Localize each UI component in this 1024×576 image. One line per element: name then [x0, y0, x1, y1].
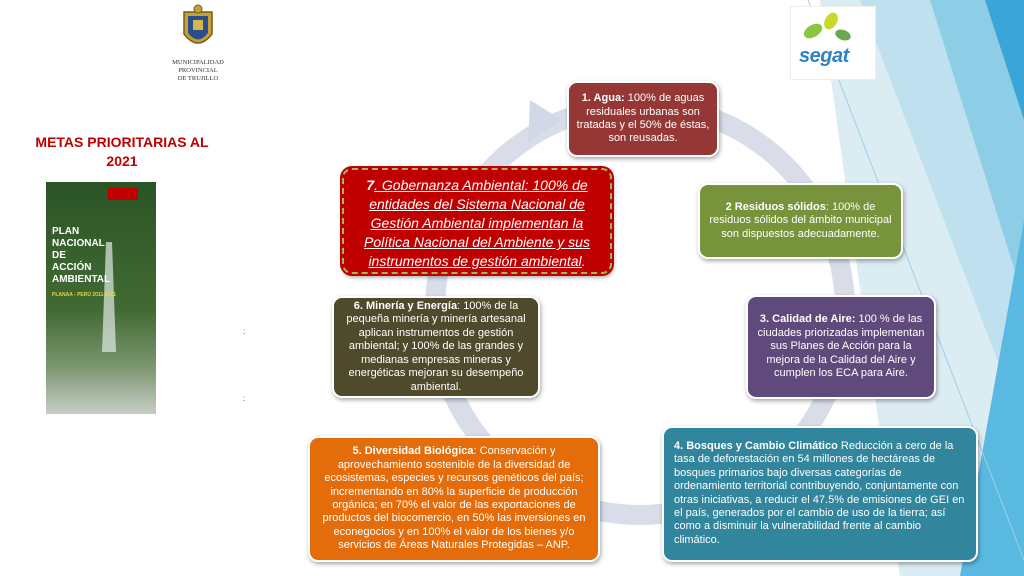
book-title-line5: AMBIENTAL: [52, 274, 111, 285]
stray-colon-2: :: [243, 394, 246, 403]
goal-air-quality-box: 3. Calidad de Aire: 100 % de las ciudades priorizadas implementan sus Planes de Acción para la mejora de la Calidad del Aire y cumplen los ECA para Aire.: [746, 295, 936, 399]
page-title: METAS PRIORITARIAS AL 2021: [35, 134, 209, 169]
goal-water-box: 1. Agua: 100% de aguas residuales urbanas son tratadas y el 50% de éstas, son reusadas.: [567, 81, 719, 157]
book-title-line4: ACCIÓN: [52, 262, 92, 273]
coat-of-arms-icon: [178, 4, 218, 54]
municipality-name: MUNICIPALIDAD PROVINCIAL DE TRUJILLO: [172, 59, 224, 82]
book-title-line3: DE: [52, 250, 66, 261]
book-title-line2: NACIONAL: [52, 238, 105, 249]
leaf-icon: [791, 7, 875, 47]
segat-wordmark: segat: [799, 45, 849, 67]
municipality-logo: [168, 4, 228, 84]
stray-colon-1: :: [243, 327, 246, 336]
goal-governance-box: 7. Gobernanza Ambiental: 100% de entidades del Sistema Nacional de Gestión Ambiental implementan la Política Nacional del Ambiente y sus instrumentos de gestión ambiental.: [342, 168, 612, 274]
goal-forests-climate-box: 4. Bosques y Cambio Climático Reducción a cero de la tasa de deforestación en 54 millones de hectáreas de bosques primarios bajo diversas categorías de ordenamiento territorial contribuyendo, conjuntamente con otras iniciativas, a reducir el 47.5% de emisiones de GEI en el país, generados por el cambio de uso de la tierra; así como a disminuir la vulnerabilidad frente al cambio climático.: [662, 426, 978, 562]
goal-biodiversity-box: 5. Diversidad Biológica: Conservación y aprovechamiento sostenible de la diversidad de ecosistemas, especies y recursos genéticos del país; incrementando en 80% la superficie de producción orgánica; en 70% el valor de las exportaciones de productos del biocomercio, en 50% las inversiones en econegocios y en 100% el valor de los bienes y/o servicios de Áreas Naturales Protegidas – ANP.: [308, 436, 600, 562]
goal-solid-waste-box: 2 Residuos sólidos: 100% de residuos sólidos del ámbito municipal son dispuestos adecuadamente.: [698, 183, 903, 259]
book-title-line1: PLAN: [52, 226, 80, 237]
book-cover-image: [46, 182, 156, 414]
goal-mining-energy-box: 6. Minería y Energía: 100% de la pequeña minería y minería artesanal aplican instrumentos de gestión ambiental; y 100% de las grandes y medianas empresas mineras y energéticas mejoran su desempeño ambiental.: [332, 296, 540, 398]
book-subtitle: PLANAA - PERÚ 2011-2021: [52, 292, 117, 298]
segat-logo: [790, 6, 876, 80]
